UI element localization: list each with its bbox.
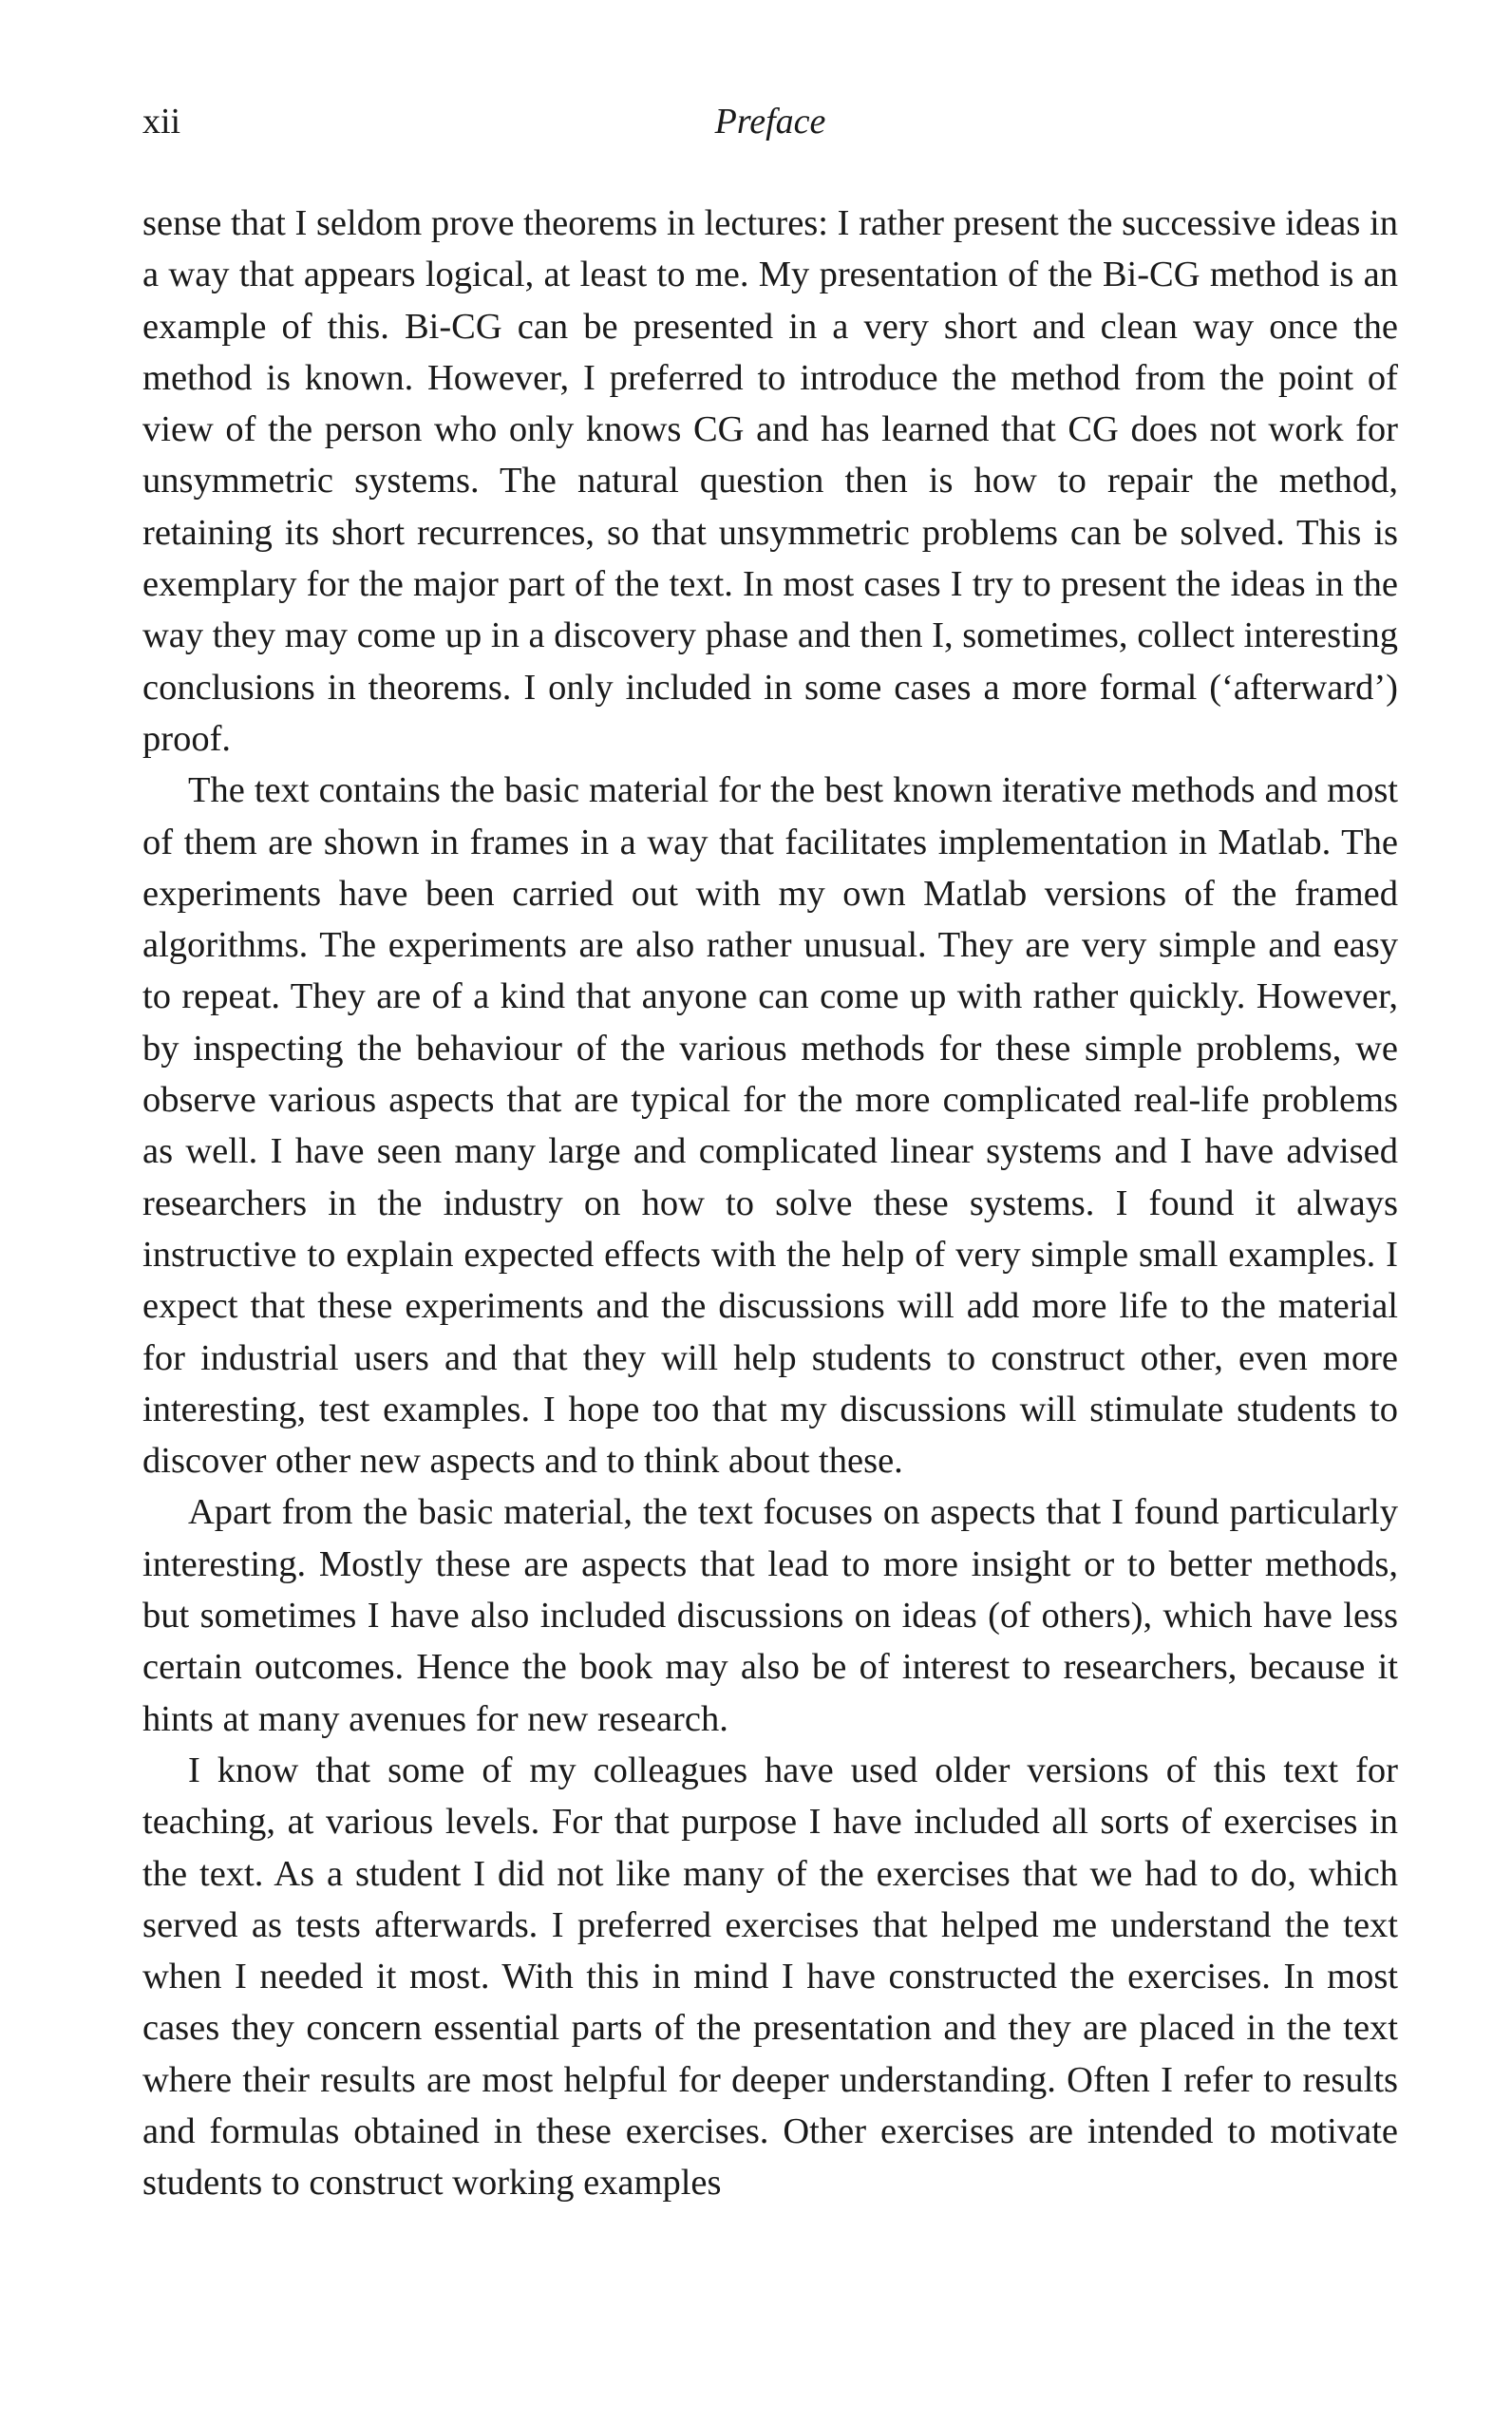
running-title: Preface — [714, 102, 826, 142]
page-number: xii — [142, 102, 181, 142]
paragraph-continued: sense that I seldom prove theorems in lectures: I rather present the successive ideas in a way that appears logical, at least to me. My presentation of the Bi-CG method is an example of this. Bi-CG can be presented in a very short and clean way once the method is known. However, I preferred to introduce the method from the point of view of the person who only knows CG and has learned that CG does not work for unsymmetric systems. The natural question then is how to repair the method, retaining its short recurrences, so that unsymmetric problems can be solved. This is exemplary for the major part of the text. In most cases I try to present the ideas in the way they may come up in a discovery phase and then I, sometimes, collect interesting conclusions in theorems. I only included in some cases a more formal (‘afterward’) proof. — [142, 203, 1398, 759]
paragraph-exercises: I know that some of my colleagues have used older versions of this text for teaching, at various levels. For that purpose I have included all sorts of exercises in the text. As a student I did not like many of the exercises that we had to do, which served as tests afterwards. I preferred exercises that helped me understand the text when I needed it most. With this in mind I have constructed the exercises. In most cases they concern essential parts of the presentation and they are placed in the text where their results are most helpful for deeper understanding. Often I refer to results and formulas obtained in these exercises. Other exercises are intended to motivate students to construct working examples — [142, 1750, 1398, 2204]
book-page — [142, 95, 1398, 2209]
running-head — [142, 95, 1398, 148]
preface-body — [142, 198, 1398, 2209]
paragraph-basic-material: The text contains the basic material for the best known iterative methods and most of them are shown in frames in a way that facilitates implementation in Matlab. The experiments have been carried out with my own Matlab versions of the framed algorithms. The experiments are also rather unusual. They are very simple and easy to repeat. They are of a kind that anyone can come up with rather quickly. However, by inspecting the behaviour of the various methods for these simple problems, we observe various aspects that are typical for the more complicated real-life problems as well. I have seen many large and complicated linear systems and I have advised researchers in the industry on how to solve these systems. I found it always instructive to explain expected effects with the help of very simple small examples. I expect that these experiments and the discussions will add more life to the material for industrial users and that they will help students to construct other, even more interesting, test examples. I hope too that my discussions will stimulate students to discover other new aspects and to think about these. — [142, 770, 1398, 1482]
paragraph-focus-aspects: Apart from the basic material, the text focuses on aspects that I found particularly interesting. Mostly these are aspects that lead to more insight or to better methods, but sometimes I have also included discussions on ideas (of others), which have less certain outcomes. Hence the book may also be of interest to researchers, because it hints at many avenues for new research. — [142, 1492, 1398, 1739]
